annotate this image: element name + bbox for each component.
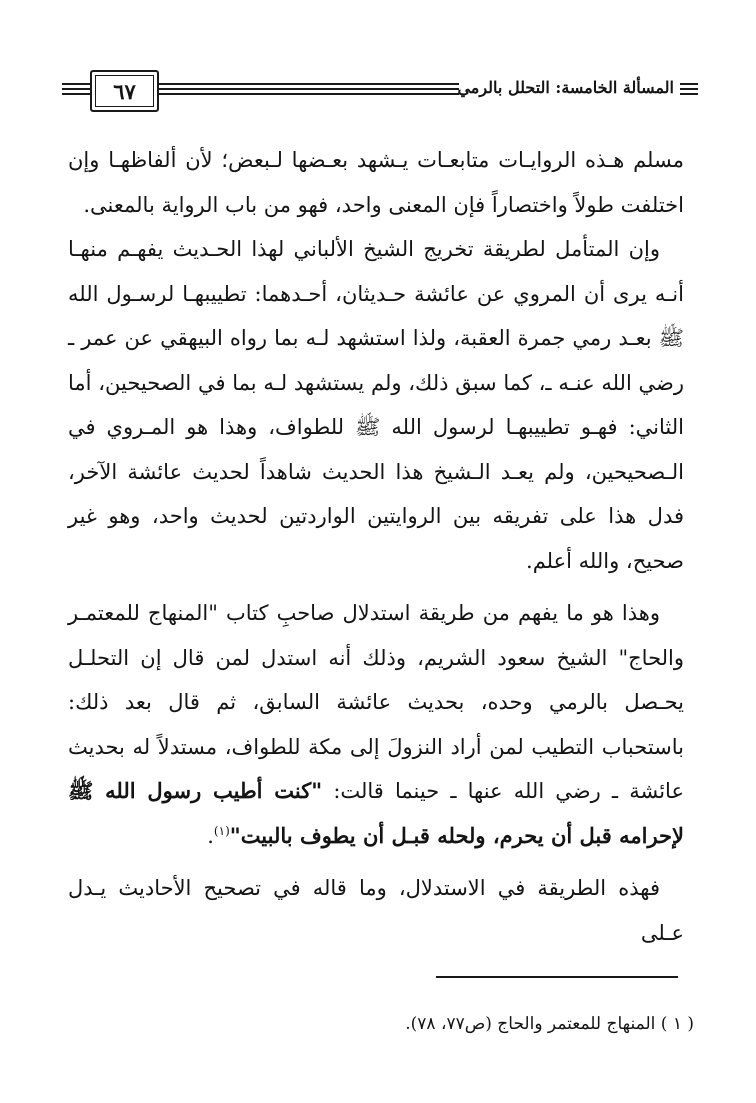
header-rule-middle <box>159 83 459 97</box>
header-rule-left <box>62 83 90 97</box>
paragraph-1: مسلم هـذه الروايـات متابعـات يـشهد بعـضها لـبعض؛ لأن ألفاظهـا وإن اختلفت طولاً واختصاراً فإن المعنى واحد، فهو من باب الرواية بالمعنى. <box>68 148 684 217</box>
paragraph-3-intro: وهذا هو ما يفهم من طريقة استدلال صاحبِ كتاب "المنهاج للمعتمـر والحاج" الشيخ سعود الشريم، وذلك أنه استدل لمن قال إن التحلـل يحـصل بالرمي وحده، بحديث عائشة السابق، ثم قال بعد ذلك: باستحباب التطيب لمن أراد النزولَ إلى مكة للطواف، مستدلاً له بحديث عائشة ـ رضي الله عنها ـ حينما قالت: <box>68 601 684 803</box>
footnote: ( ١ ) المنهاج للمعتمر والحاج (ص٧٧، ٧٨). <box>405 1014 694 1034</box>
footnote-reference: (١) <box>213 823 230 838</box>
running-title: المسألة الخامسة: التحلل بالرمي <box>457 78 674 97</box>
footnote-separator <box>436 976 678 978</box>
paragraph-3-end: . <box>207 823 214 848</box>
paragraph-3 <box>68 591 684 858</box>
hadith-quote: "كنت أطيب رسول الله ﷺ لإحرامه قبل أن يحرم، ولحله قبـل أن يطوف بالبيت" <box>68 778 684 848</box>
page-header <box>62 64 698 116</box>
paragraph-2: وإن المتأمل لطريقة تخريج الشيخ الألباني لهذا الحـديث يفهـم منهـا أنـه يرى أن المروي عن عائشة حـديثان، أحـدهما: تطييبهـا لرسـول الله ﷺ بعـد رمي جمرة العقبة، ولذا استشهد لـه بما رواه البيهقي عن عمر ـ رضي الله عنـه ـ، كما سبق ذلك، ولم يستشهد لـه بما في الصحيحين، أما الثاني: فهـو تطييبهـا لرسول الله ﷺ للطواف، وهذا هو المـروي في الـصحيحين، ولم يعـد الـشيخ هذا الحديث شاهداً لحديث عائشة الآخر، فدل هذا على تفريقه بين الروايتين الواردتين لحديث واحد، وهو غير صحيح، والله أعلم. <box>68 237 685 573</box>
paragraph-4: فهذه الطريقة في الاستدلال، وما قاله في تصحيح الأحاديث يـدل عـلى <box>68 876 684 945</box>
body-text <box>68 138 684 955</box>
header-rule-right <box>680 83 698 97</box>
page-number: ٦٧ <box>90 70 159 112</box>
